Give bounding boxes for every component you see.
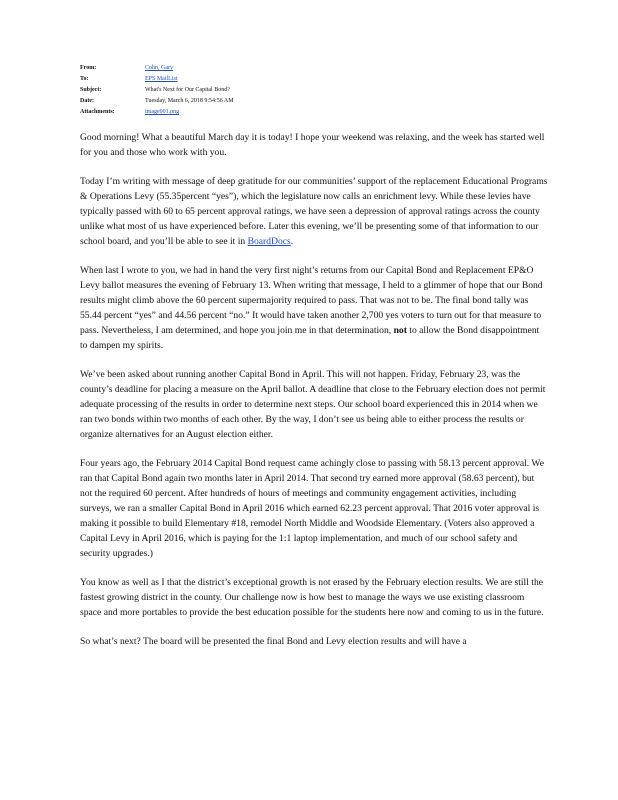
date-label: Date: (80, 98, 94, 104)
email-header (80, 63, 550, 118)
from-label: From: (80, 65, 97, 71)
email-body (80, 130, 548, 663)
date-row (80, 96, 550, 107)
boarddocs-link[interactable]: BoardDocs (247, 236, 291, 247)
paragraph-bond-results-end: to allow the Bond disappointment to dampen my spirits. (80, 325, 540, 351)
paragraph-gratitude-text: Today I’m writing with message of deep gratitude for our communities’ support of the replacement Educational Programs & Operations Levy (55.35percent “yes”), which the legislature now calls an enrichment levy. While these levies have typically passed with 60 to 65 percent approval ratings, we have seen a depression of approval ratings across the county unlike what most of us have experienced before. Later this evening, we’ll be presenting some of that information to our school board, and you’ll be able to see it in (80, 176, 548, 247)
from-value-link[interactable]: Cohn, Gary (145, 65, 173, 71)
emphasis-not: not (393, 325, 407, 336)
attachment-link[interactable]: image001.png (145, 109, 180, 115)
paragraph-gratitude (80, 174, 548, 249)
paragraph-greeting: Good morning! What a beautiful March day it is today! I hope your weekend was relaxing, and the week has started well for you and those who work with you. (80, 132, 545, 158)
subject-label: Subject: (80, 87, 102, 93)
to-label: To: (80, 76, 89, 82)
attachments-label: Attachments: (80, 109, 115, 115)
subject-row (80, 85, 550, 96)
paragraph-history: Four years ago, the February 2014 Capital Bond request came achingly close to passing with 58.13 percent approval. We ran that Capital Bond again two months later in April 2014. That second try earned more approval (58.63 percent), but not the required 60 percent. After hundreds of hours of meetings and community engagement activities, including surveys, we ran a smaller Capital Bond in April 2016 which earned 62.23 percent approval. That 2016 voter approval is making it possible to build Elementary #18, remodel North Middle and Woodside Elementary. (Voters also approved a Capital Levy in April 2016, which is paying for the 1:1 laptop implementation, and much of our school safety and security upgrades.) (80, 458, 544, 559)
paragraph-growth: You know as well as I that the district’s exceptional growth is not erased by the February election results. We are still the fastest growing district in the county. Our challenge now is how best to manage the ways we use existing classroom space and more portables to provide the best education possible for the students here now and coming to us in the future. (80, 577, 544, 618)
date-value: Tuesday, March 6, 2018 9:54:56 AM (145, 98, 234, 104)
subject-value: What's Next for Our Capital Bond? (145, 87, 230, 93)
attachments-row (80, 107, 550, 118)
paragraph-bond-results-text: When last I wrote to you, we had in hand the very first night’s returns from our Capital Bond and Replacement EP&O Levy ballot measures the evening of February 13. When writing that message, I held to a glimmer of hope that our Bond results might climb above the 60 percent supermajority required to pass. That was not to be. The final bond tally was 55.44 percent “yes” and 44.56 percent “no.” It would have taken another 2,700 yes voters to turn out for that measure to pass. Nevertheless, I am determined, and hope you join me in that determination, (80, 265, 543, 336)
from-row (80, 63, 550, 74)
paragraph-next: So what’s next? The board will be presented the final Bond and Levy election results and will have a (80, 636, 467, 647)
paragraph-april-bond: We’ve been asked about running another Capital Bond in April. This will not happen. Friday, February 23, was the county’s deadline for placing a measure on the April ballot. A deadline that close to the February election does not permit adequate processing of the results in order to determine next steps. Our school board experienced this in 2014 when we ran two bonds within two months of each other. By the way, I don’t see us being able to either process the results or organize alternatives for an August election either. (80, 369, 546, 440)
paragraph-gratitude-end: . (290, 236, 294, 247)
to-row (80, 74, 550, 85)
to-value-link[interactable]: EPS MailList (145, 76, 178, 82)
paragraph-bond-results (80, 263, 548, 353)
